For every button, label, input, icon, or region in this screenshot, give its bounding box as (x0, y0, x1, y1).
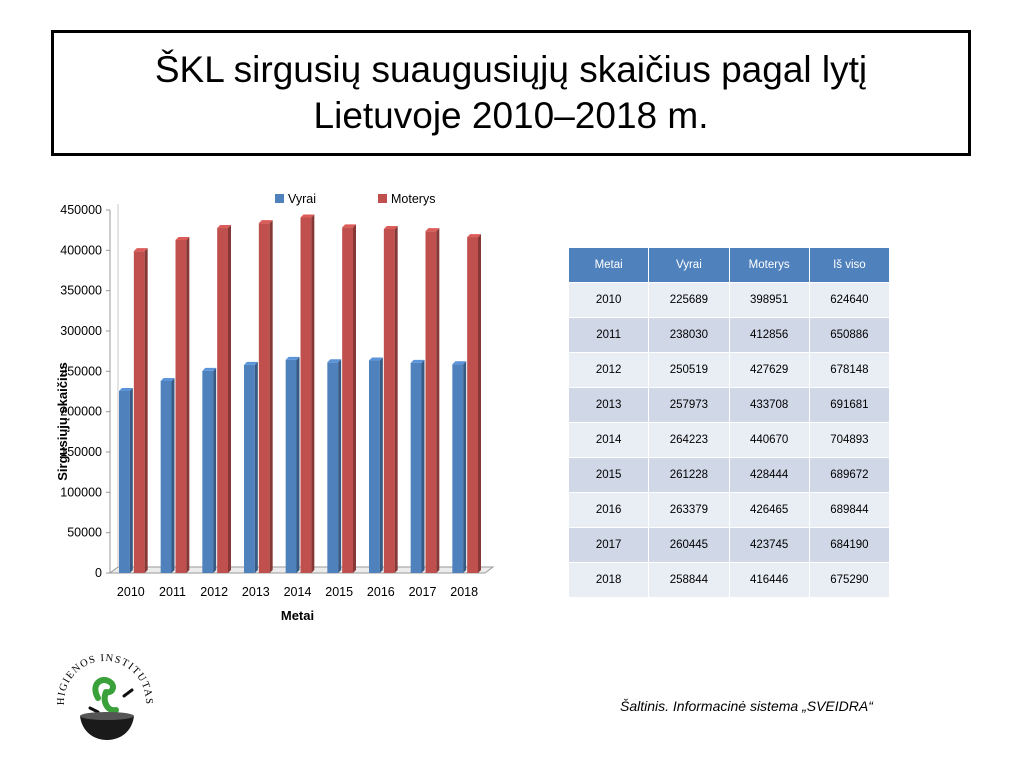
bar-vyrai-2014 (286, 357, 300, 573)
logo-text: HIGIENOS INSTITUTAS (55, 652, 155, 706)
table-cell: 650886 (809, 318, 889, 353)
bar-chart (40, 180, 500, 630)
table-cell: 423745 (729, 528, 809, 563)
bar-front (202, 371, 213, 573)
table-row (569, 493, 890, 528)
table-header-row (569, 248, 890, 283)
table-cell: 225689 (649, 283, 729, 318)
table-cell: 2018 (569, 563, 649, 598)
x-tick-label: 2016 (366, 585, 395, 599)
y-tick-label: 150000 (60, 445, 102, 459)
institute-logo (50, 640, 160, 745)
bar-front (342, 227, 353, 573)
bar-vyrai-2012 (202, 368, 216, 573)
x-tick-label: 2012 (200, 585, 229, 599)
table-cell: 264223 (649, 423, 729, 458)
bar-front (452, 364, 463, 573)
table-cell: 258844 (649, 563, 729, 598)
x-axis-title: Metai (280, 608, 315, 623)
bar-front (244, 365, 255, 573)
table-cell: 2017 (569, 528, 649, 563)
y-tick-label: 300000 (60, 324, 102, 338)
x-tick-label: 2017 (408, 585, 437, 599)
table-header-cell: Metai (569, 248, 649, 283)
table-cell: 684190 (809, 528, 889, 563)
table-cell: 2015 (569, 458, 649, 493)
y-tick-label: 450000 (60, 203, 102, 217)
table-cell: 2011 (569, 318, 649, 353)
bar-side (130, 388, 133, 573)
title-line-1: ŠKL sirgusių suaugusiųjų skaičius pagal lytį (154, 49, 868, 90)
table-header-cell: Vyrai (649, 248, 729, 283)
bar-moterys-2013 (259, 220, 273, 573)
x-tick-label: 2014 (283, 585, 312, 599)
y-tick-label: 100000 (60, 485, 102, 500)
table-header-cell: Moterys (729, 248, 809, 283)
table-cell: 440670 (729, 423, 809, 458)
bar-front (176, 240, 187, 573)
bar-side (172, 378, 175, 573)
table-cell: 2013 (569, 388, 649, 423)
bar-moterys-2014 (301, 215, 315, 573)
bar-moterys-2011 (176, 237, 190, 573)
table-row (569, 318, 890, 353)
table-cell: 261228 (649, 458, 729, 493)
table-cell: 691681 (809, 388, 889, 423)
table-row (569, 388, 890, 423)
bar-front (217, 228, 228, 573)
table-cell: 238030 (649, 318, 729, 353)
table-cell: 428444 (729, 458, 809, 493)
bar-side (463, 361, 466, 573)
table-cell: 704893 (809, 423, 889, 458)
x-tick-label: 2015 (325, 585, 354, 599)
bar-front (259, 223, 270, 573)
x-tick-label: 2013 (241, 585, 270, 599)
bar-side (422, 360, 425, 573)
y-axis-title: Sirgusiųjų skaičius (55, 362, 70, 481)
legend-item-moterys (378, 192, 435, 206)
bar-front (369, 361, 380, 573)
bar-moterys-2017 (426, 228, 440, 573)
bar-side (186, 237, 189, 573)
bar-moterys-2015 (342, 224, 356, 573)
bar-front (426, 231, 437, 573)
table-cell: 689844 (809, 493, 889, 528)
table-cell: 2010 (569, 283, 649, 318)
y-tick-label: 250000 (60, 364, 102, 379)
bar-front (411, 363, 422, 573)
bar-side (297, 357, 300, 573)
bar-vyrai-2011 (161, 378, 175, 573)
table-cell: 416446 (729, 563, 809, 598)
table-row (569, 528, 890, 563)
table-cell: 398951 (729, 283, 809, 318)
table-cell: 260445 (649, 528, 729, 563)
table-cell: 689672 (809, 458, 889, 493)
bar-moterys-2012 (217, 225, 231, 573)
table-row (569, 563, 890, 598)
legend-swatch (378, 194, 387, 203)
bar-side (436, 228, 439, 573)
table-cell: 678148 (809, 353, 889, 388)
slide-title (51, 30, 971, 156)
x-tick-label: 2010 (116, 585, 145, 599)
y-tick-label: 200000 (60, 404, 102, 419)
table-row (569, 353, 890, 388)
x-tick-label: 2011 (159, 585, 186, 599)
bar-side (338, 359, 341, 573)
y-tick-label: 50000 (67, 525, 102, 540)
table-cell: 250519 (649, 353, 729, 388)
bar-vyrai-2017 (411, 360, 425, 573)
table-cell: 412856 (729, 318, 809, 353)
bar-vyrai-2018 (452, 361, 466, 573)
table-cell: 426465 (729, 493, 809, 528)
y-tick-label: 350000 (60, 283, 102, 298)
table-cell: 2016 (569, 493, 649, 528)
legend-label: Vyrai (288, 192, 317, 206)
table-row (569, 283, 890, 318)
bar-moterys-2016 (384, 226, 398, 573)
bar-front (119, 391, 130, 573)
bar-vyrai-2013 (244, 362, 258, 573)
table-header-cell: Iš viso (809, 248, 889, 283)
legend-label: Moterys (391, 192, 436, 206)
table-cell: 2012 (569, 353, 649, 388)
x-tick-label: 2018 (450, 585, 479, 599)
bar-front (467, 237, 478, 573)
chart-svg (40, 180, 500, 630)
table-cell: 675290 (809, 563, 889, 598)
source-note: Šaltinis. Informacinė sistema „SVEIDRA“ (620, 698, 873, 714)
bar-moterys-2010 (134, 248, 148, 573)
bar-side (311, 215, 314, 573)
bar-front (134, 251, 145, 573)
bar-vyrai-2016 (369, 358, 383, 573)
bar-moterys-2018 (467, 234, 481, 573)
bar-vyrai-2010 (119, 388, 133, 573)
title-line-2: Lietuvoje 2010–2018 m. (313, 95, 709, 136)
y-tick-label: 400000 (60, 243, 102, 258)
bar-front (327, 362, 338, 573)
bar-side (255, 362, 258, 573)
table-cell: 624640 (809, 283, 889, 318)
logo-icon (50, 640, 160, 745)
bar-front (161, 381, 172, 573)
bar-front (301, 218, 312, 573)
table-row (569, 423, 890, 458)
bar-vyrai-2015 (327, 359, 341, 573)
table-cell: 257973 (649, 388, 729, 423)
legend-swatch (275, 194, 284, 203)
legend-item-vyrai (275, 192, 316, 206)
bar-front (384, 229, 395, 573)
table-row (569, 458, 890, 493)
bar-side (395, 226, 398, 573)
bar-side (228, 225, 231, 573)
table-cell: 427629 (729, 353, 809, 388)
table-cell: 263379 (649, 493, 729, 528)
y-tick-label: 0 (95, 566, 102, 580)
bar-front (286, 360, 297, 573)
bar-side (353, 224, 356, 573)
bar-side (380, 358, 383, 573)
bar-side (145, 248, 148, 573)
bar-side (478, 234, 481, 573)
bar-side (270, 220, 273, 573)
table-cell: 433708 (729, 388, 809, 423)
bar-side (213, 368, 216, 573)
data-table (568, 247, 890, 598)
table-cell: 2014 (569, 423, 649, 458)
